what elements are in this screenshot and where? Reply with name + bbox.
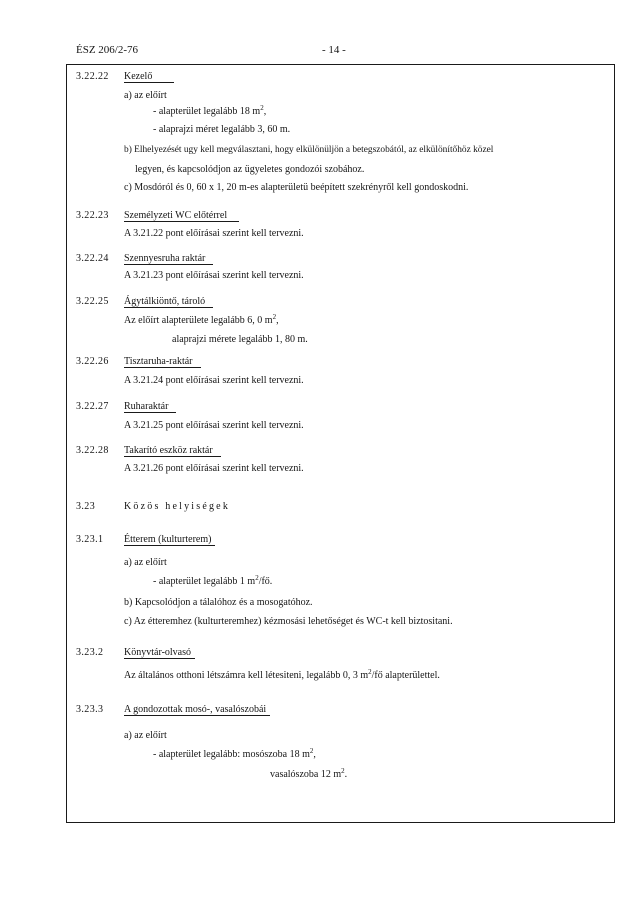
paragraph-line: A 3.21.24 pont előírásai szerint kell tervezni. (124, 375, 304, 386)
section-title: Személyzeti WC előtérrel (124, 210, 239, 222)
section-number: 3.22.22 (76, 71, 109, 82)
paragraph-line: b) Kapcsolódjon a tálalóhoz és a mosogatóhoz. (124, 597, 313, 608)
section-number: 3.22.25 (76, 296, 109, 307)
section-title: Ágytálkiöntő, tároló (124, 296, 213, 308)
section-number: 3.22.28 (76, 445, 109, 456)
section-title: Tisztaruha-raktár (124, 356, 201, 368)
paragraph-line: A 3.21.26 pont előírásai szerint kell tervezni. (124, 463, 304, 474)
section-number: 3.22.23 (76, 210, 109, 221)
section-number: 3.22.26 (76, 356, 109, 367)
list-label: a) az előírt (124, 90, 167, 101)
section-title: Szennyesruha raktár (124, 253, 213, 265)
paragraph-line: b) Elhelyezését ugy kell megválasztani, hogy elkülönüljön a betegszobától, az elkülönítőhöz közel (124, 145, 494, 155)
document-id: ÉSZ 206/2-76 (76, 44, 139, 56)
section-title: Könyvtár-olvasó (124, 647, 195, 659)
requirement-line: - alapterület legalább 18 $m^2$, (153, 104, 267, 117)
paragraph-line: Az általános otthoni létszámra kell létesiteni, legalább 0, 3 $m^2/fő$ alapterülettel. (124, 668, 440, 681)
paragraph-line: c) Az étteremhez (kulturteremhez) kézmosási lehetőséget és WC-t kell biztositani. (124, 616, 453, 627)
paragraph-line: A 3.21.25 pont előírásai szerint kell tervezni. (124, 420, 304, 431)
requirement-line: - alapterület legalább: mosószoba 18 $m^2$, (153, 747, 316, 760)
paragraph-line: legyen, és kapcsolódjon az ügyeletes gondozói szobához. (135, 164, 365, 175)
section-number: 3.23.2 (76, 647, 104, 658)
section-number: 3.22.27 (76, 401, 109, 412)
paragraph-line: Az előírt alapterülete legalább 6, 0 $m^2$, (124, 313, 279, 326)
list-label: a) az előírt (124, 557, 167, 568)
paragraph-line: A 3.21.22 pont előírásai szerint kell tervezni. (124, 228, 304, 239)
paragraph-line: A 3.21.23 pont előírásai szerint kell tervezni. (124, 270, 304, 281)
section-title: A gondozottak mosó-, vasalószobái (124, 704, 270, 716)
requirement-line: vasalószoba 12 $m^2$. (270, 767, 348, 780)
section-title: Étterem (kulturterem) (124, 534, 215, 546)
page-number: - 14 - (322, 44, 346, 56)
requirement-line: - alapterület legalább 1 $m^2/fő$. (153, 574, 273, 587)
paragraph-line: alaprajzi mérete legalább 1, 80 m. (172, 334, 308, 345)
section-number: 3.22.24 (76, 253, 109, 264)
section-number: 3.23 (76, 501, 96, 512)
section-number: 3.23.3 (76, 704, 104, 715)
section-title: Ruharaktár (124, 401, 176, 413)
section-title: Takarító eszköz raktár (124, 445, 221, 457)
requirement-line: - alaprajzi méret legalább 3, 60 m. (153, 124, 291, 135)
section-title: Kezelő (124, 71, 174, 83)
list-label: a) az előírt (124, 730, 167, 741)
section-number: 3.23.1 (76, 534, 104, 545)
paragraph-line: c) Mosdóról és 0, 60 x 1, 20 m-es alapterületü beépített szekrényről kell gondoskodni. (124, 182, 469, 193)
section-title: Közös helyiségek (124, 501, 231, 512)
